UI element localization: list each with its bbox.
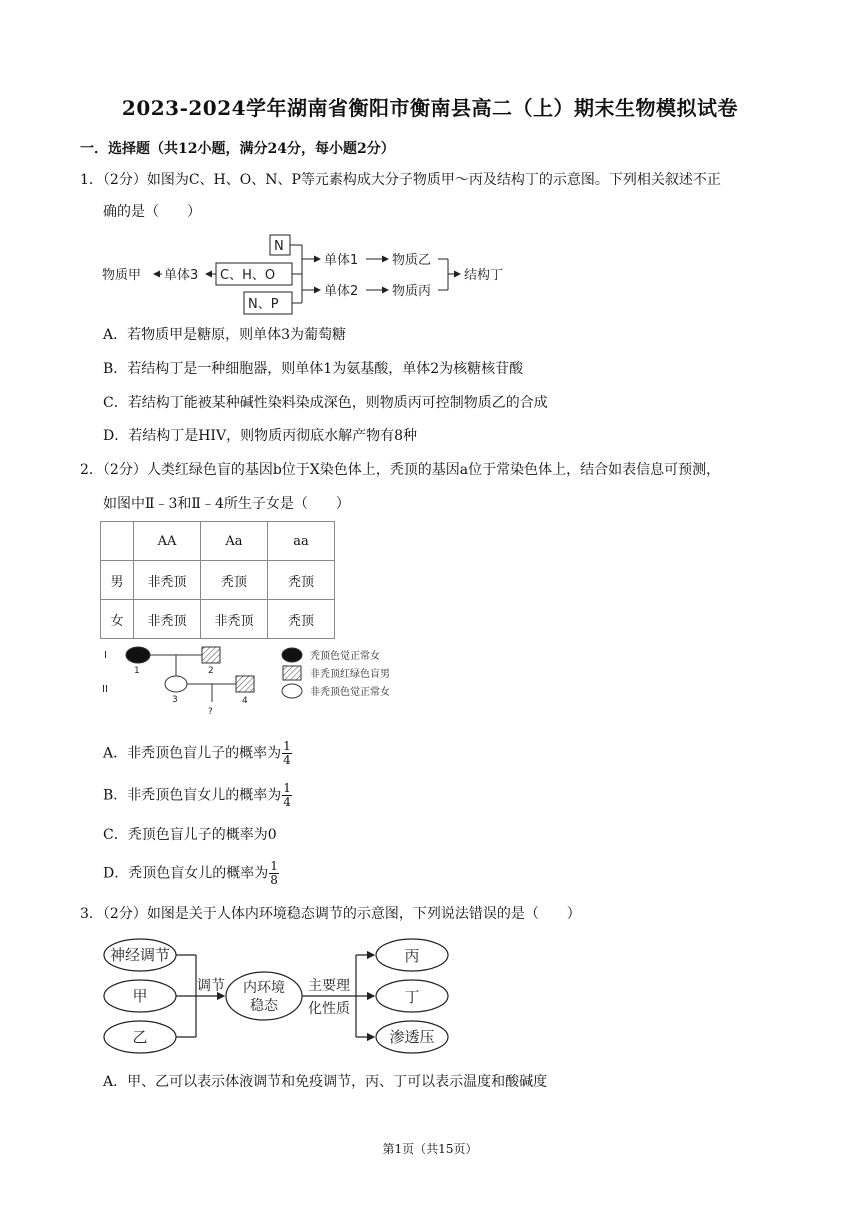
question-1-stem-cont: 确的是（ ） xyxy=(103,204,201,220)
generation-i-label: I xyxy=(104,650,107,661)
legend-label: 非秃顶色觉正常女 xyxy=(310,687,390,698)
question-3-stem: 3．（2分）如图是关于人体内环境稳态调节的示意图，下列说法错误的是（ ） xyxy=(80,906,581,922)
individual-4-number: 4 xyxy=(242,696,248,706)
option-b-fraction xyxy=(282,782,292,809)
fraction-denominator: 8 xyxy=(270,873,278,887)
individual-i2 xyxy=(202,647,220,663)
legend-label: 秃顶色觉正常女 xyxy=(310,651,380,662)
fraction-numerator: 1 xyxy=(283,739,291,753)
table-cell: 秃顶 xyxy=(268,561,335,600)
question-1-option-a: A．若物质甲是糖原，则单体3为葡萄糖 xyxy=(103,327,347,343)
node-bing-label: 丙 xyxy=(404,947,420,965)
individual-ii3 xyxy=(165,676,187,692)
box-cho-label: C、H、O xyxy=(220,268,276,283)
jiegou-ding-label: 结构丁 xyxy=(464,268,504,283)
question-2-option-b xyxy=(103,782,292,809)
wuzhi-yi-label: 物质乙 xyxy=(392,253,432,268)
page-title: 2023-2024学年湖南省衡阳市衡南县高二（上）期末生物模拟试卷 xyxy=(121,96,739,120)
question-2-stem: 2．（2分）人类红绿色盲的基因b位于X染色体上，秃顶的基因a位于常染色体上，结合如表信息可预测， xyxy=(80,462,721,478)
node-ding-label: 丁 xyxy=(404,988,420,1006)
table-header-cell: aa xyxy=(268,522,335,561)
page-footer: 第1页（共15页） xyxy=(382,1142,478,1156)
question-2-option-d xyxy=(103,860,279,887)
legend-label: 非秃顶红绿色盲男 xyxy=(310,669,390,680)
wuzhi-jia-label: 物质甲 xyxy=(102,268,142,283)
option-a-fraction xyxy=(282,740,292,767)
table-header-cell: AA xyxy=(134,522,201,561)
generation-ii-label: II xyxy=(102,684,108,695)
question-1-option-b: B．若结构丁是一种细胞器，则单体1为氨基酸，单体2为核糖核苷酸 xyxy=(103,361,524,377)
node-shenjing-label: 神经调节 xyxy=(109,946,171,964)
legend-symbol-bald-female xyxy=(282,648,302,662)
table-cell: 非秃顶 xyxy=(134,600,201,639)
danti3-label: 单体3 xyxy=(164,268,199,283)
legend-symbol-normal-female xyxy=(282,684,302,698)
danti1-label: 单体1 xyxy=(324,253,359,268)
danti2-label: 单体2 xyxy=(324,284,359,299)
table-cell: 非秃顶 xyxy=(201,600,268,639)
individual-i1 xyxy=(126,647,150,663)
node-jia-label: 甲 xyxy=(132,987,148,1005)
node-yi-label: 乙 xyxy=(132,1028,148,1046)
offspring-unknown: ? xyxy=(208,707,213,717)
question-1-option-c: C．若结构丁能被某种碱性染料染成深色，则物质丙可控制物质乙的合成 xyxy=(103,395,548,411)
option-d-text: D．秃顶色盲女儿的概率为 xyxy=(103,865,269,882)
table-header-cell xyxy=(101,522,134,561)
fraction-denominator: 4 xyxy=(283,795,291,809)
edge-zhuyao-label-2: 化性质 xyxy=(308,1001,350,1017)
individual-2-number: 2 xyxy=(208,666,214,676)
table-row xyxy=(101,561,335,600)
question-1-stem: 1．（2分）如图为C、H、O、N、P等元素构成大分子物质甲～丙及结构丁的示意图。下列相关叙述不正 xyxy=(80,172,721,188)
question-3-option-a: A．甲、乙可以表示体液调节和免疫调节，丙、丁可以表示温度和酸碱度 xyxy=(103,1074,548,1090)
node-neihuanjing-label-2: 稳态 xyxy=(250,998,278,1014)
question-2-option-c: C．秃顶色盲儿子的概率为0 xyxy=(103,827,277,843)
table-row xyxy=(101,600,335,639)
section-heading: 一．选择题（共12小题，满分24分，每小题2分） xyxy=(80,141,395,157)
question-3-diagram xyxy=(100,933,460,1063)
option-d-fraction xyxy=(269,860,279,887)
table-header-cell: Aa xyxy=(201,522,268,561)
question-2-option-a xyxy=(103,740,292,767)
table-cell: 秃顶 xyxy=(201,561,268,600)
table-cell: 秃顶 xyxy=(268,600,335,639)
node-shentouya-label: 渗透压 xyxy=(389,1028,435,1046)
box-n-label: N xyxy=(274,239,284,254)
box-np-label: N、P xyxy=(248,297,279,312)
edge-tiaojie-label: 调节 xyxy=(197,978,225,994)
fraction-numerator: 1 xyxy=(283,781,291,795)
pedigree-diagram xyxy=(98,640,458,720)
edge-zhuyao-label-1: 主要理 xyxy=(308,978,350,994)
fraction-numerator: 1 xyxy=(270,859,278,873)
individual-ii4 xyxy=(236,676,254,692)
table-cell: 女 xyxy=(101,600,134,639)
question-1-option-d: D．若结构丁是HIV，则物质丙彻底水解产物有8种 xyxy=(103,428,417,444)
option-a-text: A．非秃顶色盲儿子的概率为 xyxy=(103,745,282,762)
wuzhi-bing-label: 物质丙 xyxy=(392,284,432,299)
fraction-denominator: 4 xyxy=(283,753,291,767)
node-neihuanjing-label-1: 内环境 xyxy=(243,980,285,996)
legend-symbol-colorblind-male xyxy=(283,666,301,680)
question-2-stem-cont: 如图中Ⅱ﹣3和Ⅱ﹣4所生子女是（ ） xyxy=(103,496,350,512)
table-cell: 非秃顶 xyxy=(134,561,201,600)
table-header-row xyxy=(101,522,335,561)
table-cell: 男 xyxy=(101,561,134,600)
individual-1-number: 1 xyxy=(134,666,140,676)
question-1-diagram xyxy=(98,230,538,318)
individual-3-number: 3 xyxy=(172,695,178,705)
option-b-text: B．非秃顶色盲女儿的概率为 xyxy=(103,787,282,804)
genotype-table xyxy=(100,521,335,639)
